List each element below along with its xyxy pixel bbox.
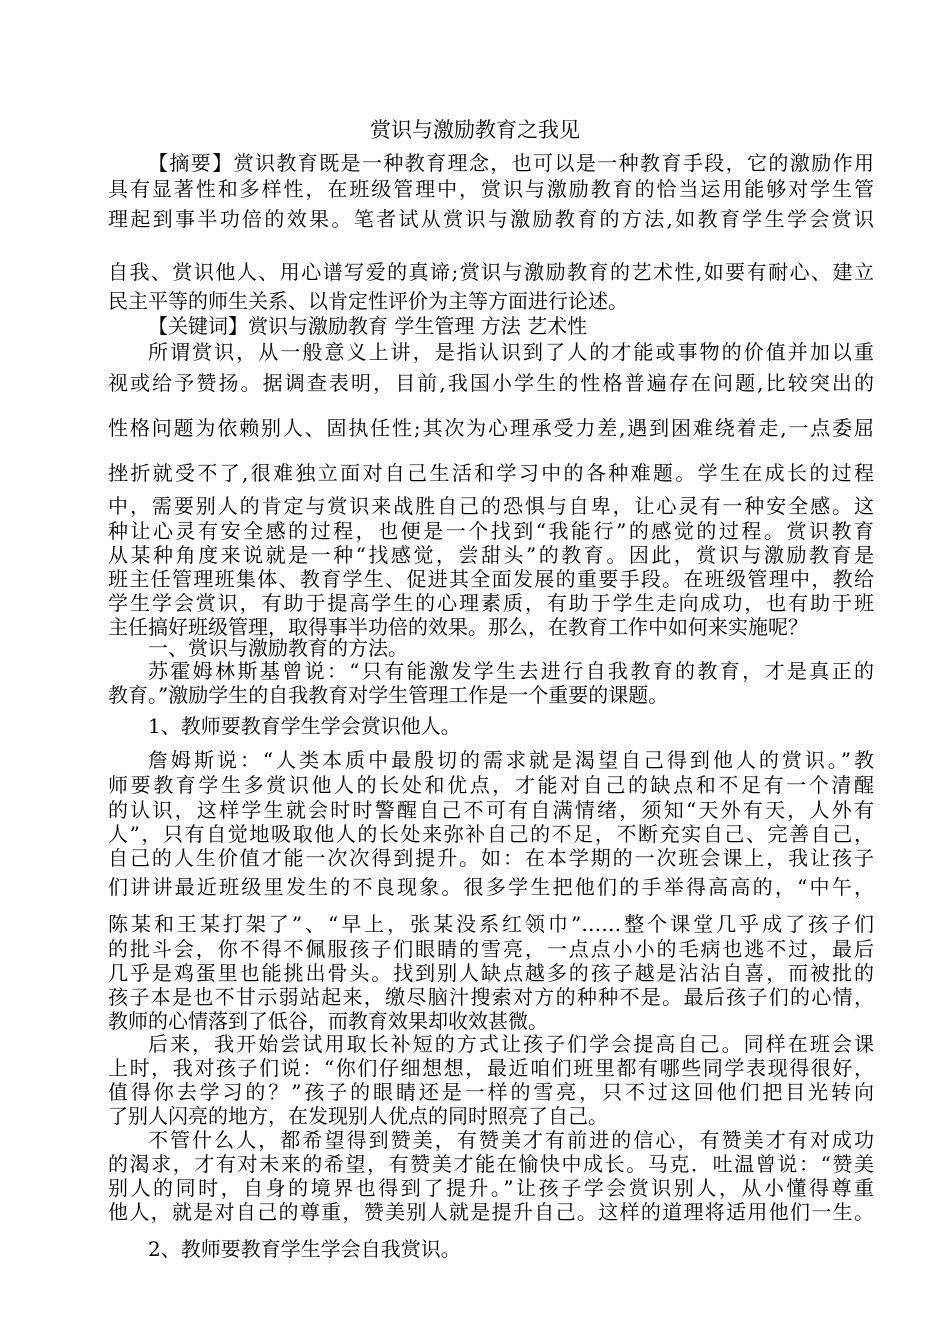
body-line: 上时，我对孩子们说：“你们仔细想想，最近咱们班里都有哪些同学表现得很好， — [108, 1056, 874, 1080]
body-line: 不管什么人，都希望得到赞美，有赞美才有前进的信心，有赞美才有对成功 — [148, 1128, 874, 1152]
body-line: 师要教育学生多赏识他人的长处和优点，才能对自己的缺点和不足有一个清醒 — [108, 773, 874, 797]
body-line: 他人，就是对自己的尊重，赞美别人就是提升自己。这样的道理将适用他们一生。 — [108, 1200, 874, 1224]
body-line: 种让心灵有安全感的过程，也便是一个找到“我能行”的感觉的过程。赏识教育 — [108, 519, 874, 543]
body-line: 别人的同时，自身的境界也得到了提升。”让孩子学会赏识别人，从小懂得尊重 — [108, 1176, 874, 1200]
body-line: 陈某和王某打架了”、“早上，张某没系红领巾”……整个课堂几乎成了孩子们 — [108, 912, 874, 936]
body-line: 苏霍姆林斯基曾说：“只有能激发学生去进行自我教育的教育，才是真正的 — [148, 659, 874, 683]
body-line: 主任搞好班级管理，取得事半功倍的效果。那么，在教育工作中如何来实施呢？ — [108, 615, 808, 639]
body-line: 后来，我开始尝试用取长补短的方式让孩子们学会提高自己。同样在班会课 — [148, 1032, 874, 1056]
body-line: 值得你去学习的？”孩子的眼睛还是一样的雪亮，只不过这回他们把目光转向 — [108, 1080, 874, 1104]
keywords-line: 【关键词】赏识与激励教育 学生管理 方法 艺术性 — [148, 314, 588, 338]
body-line: 了别人闪亮的地方，在发现别人优点的同时照亮了自己。 — [108, 1104, 608, 1128]
body-line: 的渴求，才有对未来的希望，有赞美才能在愉快中成长。马克．吐温曾说：“赞美 — [108, 1152, 874, 1176]
body-line: 挫折就受不了,很难独立面对自己生活和学习中的各种难题。学生在成长的过程 — [108, 461, 874, 485]
body-line: 人”，只有自觉地吸取他人的长处来弥补自己的不足，不断充实自己、完善自己， — [108, 822, 874, 846]
body-line: 所谓赏识，从一般意义上讲，是指认识到了人的才能或事物的价值并加以重 — [148, 340, 874, 364]
body-line: 詹姆斯说：“人类本质中最殷切的需求就是渴望自己得到他人的赏识。”教 — [148, 748, 874, 772]
abstract-line: 民主平等的师生关系、以肯定性评价为主等方面进行论述。 — [108, 289, 628, 313]
body-line: 教师的心情落到了低谷，而教育效果却收效甚微。 — [108, 1009, 548, 1033]
body-line: 班主任管理班集体、教育学生、促进其全面发展的重要手段。在班级管理中，教给 — [108, 567, 874, 591]
body-line: 几乎是鸡蛋里也能挑出骨头。找到别人缺点越多的孩子越是沾沾自喜，而被批的 — [108, 961, 874, 985]
body-line: 视或给予赞扬。据调查表明，目前,我国小学生的性格普遍存在问题,比较突出的 — [108, 371, 874, 395]
body-line: 的批斗会，你不得不佩服孩子们眼睛的雪亮，一点点小小的毛病也逃不过，最后 — [108, 937, 874, 961]
abstract-line: 自我、赏识他人、用心谱写爱的真谛;赏识与激励教育的艺术性,如要有耐心、建立 — [108, 260, 874, 284]
body-line: 从某种角度来说就是一种“找感觉，尝甜头”的教育。因此，赏识与激励教育是 — [108, 543, 874, 567]
document-title: 赏识与激励教育之我见 — [370, 118, 580, 142]
body-line: 自己的人生价值才能一次次得到提升。如：在本学期的一次班会课上，我让孩子 — [108, 846, 874, 870]
body-line: 中，需要别人的肯定与赏识来战胜自己的恐惧与自卑，让心灵有一种安全感。这 — [108, 494, 874, 518]
abstract-line: 【摘要】赏识教育既是一种教育理念，也可以是一种教育手段，它的激励作用 — [148, 151, 874, 175]
subsection-heading: 2、教师要教育学生学会自我赏识。 — [148, 1237, 461, 1261]
body-line: 性格问题为依赖别人、固执任性;其次为心理承受力差,遇到困难绕着走,一点委屈 — [108, 416, 874, 440]
subsection-heading: 1、教师要教育学生学会赏识他人。 — [148, 714, 461, 738]
body-line: 孩子本是也不甘示弱站起来，缴尽脑汁搜索对方的种种不是。最后孩子们的心情， — [108, 985, 874, 1009]
abstract-line: 理起到事半功倍的效果。笔者试从赏识与激励教育的方法,如教育学生学会赏识 — [108, 207, 874, 231]
body-line: 的认识，这样学生就会时时警醒自己不可有自满情绪，须知“天外有天，人外有 — [108, 798, 874, 822]
abstract-line: 具有显著性和多样性，在班级管理中，赏识与激励教育的恰当运用能够对学生管 — [108, 177, 874, 201]
body-line: 学生学会赏识，有助于提高学生的心理素质，有助于学生走向成功，也有助于班 — [108, 591, 874, 615]
body-line: 教育。”激励学生的自我教育对学生管理工作是一个重要的课题。 — [108, 683, 669, 707]
body-line: 们讲讲最近班级里发生的不良现象。很多学生把他们的手举得高高的，“中午， — [108, 875, 874, 899]
section-heading: 一、赏识与激励教育的方法。 — [148, 636, 408, 660]
